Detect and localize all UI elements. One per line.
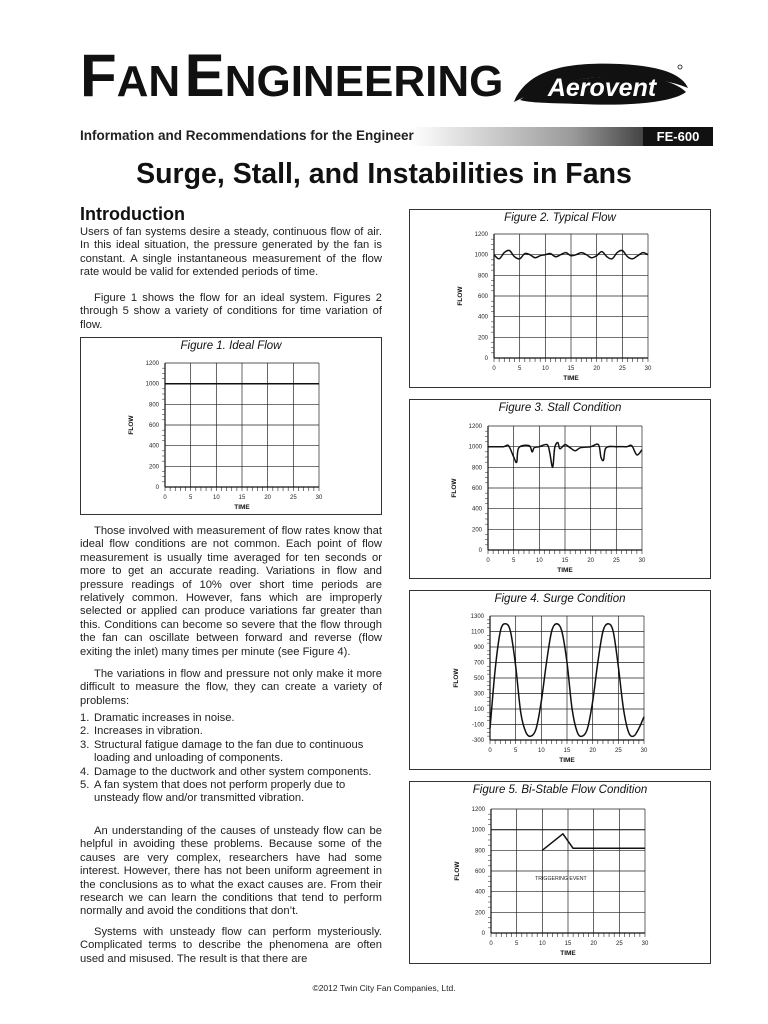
y-tick-label: 600: [477, 294, 488, 300]
x-tick-label: 10: [212, 495, 220, 501]
y-tick-label: 300: [473, 691, 484, 698]
footer-copyright: ©2012 Twin City Fan Companies, Ltd.: [312, 983, 456, 993]
x-tick-label: 15: [564, 941, 572, 947]
logo-text: Aerovent: [547, 74, 657, 102]
list-text: A fan system that does not perform properly due to unsteady flow and/or transmitted vibration.: [94, 779, 346, 805]
paragraph-6: Systems with unsteady flow can perform mysteriously. Complicated terms to describe the phenomena are often used and misused. The result is that there are: [80, 926, 382, 965]
x-tick-label: 20: [589, 748, 597, 754]
figure-2-chart: [410, 210, 710, 387]
figure-caption: Figure 4. Surge Condition: [494, 593, 626, 605]
y-tick-label: 100: [473, 707, 484, 713]
list-number: 5.: [80, 779, 90, 792]
x-tick-label: 5: [514, 941, 519, 947]
x-tick-label: 10: [537, 748, 545, 754]
figure-1-chart: [81, 338, 381, 514]
page-title: Surge, Stall, and Instabilities in Fans: [136, 158, 632, 190]
y-tick-label: 900: [473, 645, 484, 651]
masthead-title-f: F: [80, 42, 117, 109]
y-axis-label: FLOW: [451, 478, 458, 498]
y-axis-label: FLOW: [457, 286, 464, 306]
list-text: Structural fatigue damage to the fan due to continuous loading and unloading of components.: [94, 738, 364, 765]
figure-3-box: [409, 399, 711, 579]
y-tick-label: 1000: [468, 444, 482, 451]
y-tick-label: 600: [148, 423, 159, 429]
y-tick-label: 0: [484, 356, 488, 362]
figure-1-box: [80, 337, 382, 515]
x-tick-label: 5: [188, 495, 193, 501]
list-item: [80, 766, 382, 779]
y-tick-label: 200: [148, 464, 159, 471]
figure-5-chart: [410, 782, 710, 963]
x-tick-label: 10: [535, 558, 543, 564]
y-tick-label: 1200: [468, 424, 482, 430]
x-tick-label: 15: [567, 366, 575, 372]
x-axis-label: TIME: [560, 950, 576, 957]
y-tick-label: 1000: [474, 252, 488, 259]
x-tick-label: 0: [488, 748, 492, 754]
y-tick-label: 200: [474, 910, 485, 917]
chart-grid: [490, 616, 644, 740]
subtitle-text: Information and Recommendations for the Engineer: [80, 128, 414, 143]
x-tick-label: 30: [640, 748, 648, 754]
y-tick-label: 1200: [471, 807, 485, 813]
y-tick-label: 400: [148, 443, 159, 450]
y-tick-label: 200: [471, 527, 482, 534]
paragraph-3: Those involved with measurement of flow rates know that ideal flow conditions are not common. Each point of flow measurement is usually time averaged for ten seconds or more to get an accurate reading. Variations in flow and pressure readings of 10% over short time periods are relatively common. However, fans which are improperly selected or applied can produce variations far greater than this. Conditions can become so severe that the flow through the fan can oscillate between forward and reverse (flow exiting the inlet) many times per minute (see Figure 4).: [80, 525, 382, 658]
y-tick-label: 200: [477, 335, 488, 342]
y-tick-label: 600: [474, 869, 485, 875]
problems-list: [80, 712, 382, 806]
x-tick-label: 30: [315, 495, 323, 501]
y-tick-label: -300: [471, 738, 484, 744]
x-axis-label: TIME: [557, 567, 573, 574]
masthead-title: [80, 42, 504, 112]
x-tick-label: 0: [163, 495, 167, 501]
x-tick-label: 20: [264, 495, 272, 501]
figure-caption: Figure 1. Ideal Flow: [180, 340, 282, 352]
list-number: 3.: [80, 738, 90, 751]
list-number: 2.: [80, 725, 90, 738]
x-axis-label: TIME: [563, 375, 579, 382]
x-tick-label: 10: [541, 366, 549, 372]
x-tick-label: 0: [489, 941, 493, 947]
paragraph-5: An understanding of the causes of unsteady flow can be helpful in avoiding these problems. Because some of the causes are very complex, researchers have had some interest. However, there has not been uniform agreement in the conclusions as to what the exact causes are. From their research we can learn the conditions that tend to perform normally and avoid the conditions that don’t.: [80, 825, 382, 918]
list-item: [80, 725, 382, 738]
list-item: [80, 739, 382, 766]
x-tick-label: 25: [618, 366, 626, 372]
figure-3-chart: [410, 400, 710, 578]
x-tick-label: 5: [513, 748, 518, 754]
paragraph-1: Users of fan systems desire a steady, continuous flow of air. In this ideal situation, the pressure generated by the fan is constant. A single instantaneous measurement of the flow rate would be valid for extended periods of time.: [80, 226, 382, 279]
masthead-title-e: E: [184, 42, 225, 109]
y-tick-label: -100: [471, 722, 484, 729]
y-tick-label: 1300: [470, 614, 484, 620]
y-axis-label: FLOW: [453, 668, 460, 688]
y-tick-label: 400: [471, 506, 482, 513]
y-tick-label: 400: [474, 889, 485, 896]
x-tick-label: 15: [561, 558, 569, 564]
y-tick-label: 800: [148, 402, 159, 409]
y-tick-label: 0: [155, 485, 159, 491]
y-tick-label: 800: [477, 273, 488, 280]
y-tick-label: 600: [471, 486, 482, 492]
x-tick-label: 5: [511, 558, 516, 564]
figure-5-box: [409, 781, 711, 964]
x-tick-label: 20: [587, 558, 595, 564]
aerovent-logo: [510, 58, 690, 108]
x-tick-label: 15: [563, 748, 571, 754]
y-tick-label: 0: [481, 931, 485, 937]
list-text: Increases in vibration.: [94, 725, 203, 738]
figure-caption: Figure 5. Bi-Stable Flow Condition: [472, 784, 648, 796]
masthead-title-an: AN: [116, 57, 181, 106]
x-tick-label: 10: [538, 941, 546, 947]
list-item: [80, 779, 382, 806]
list-text: Damage to the ductwork and other system components.: [94, 765, 372, 778]
x-axis-label: TIME: [234, 504, 250, 511]
y-tick-label: 700: [473, 660, 484, 667]
y-tick-label: 0: [478, 548, 482, 554]
paragraph-2: Figure 1 shows the flow for an ideal system. Figures 2 through 5 show a variety of conditions for time variation of flow.: [80, 292, 382, 331]
x-tick-label: 15: [238, 495, 246, 501]
x-tick-label: 20: [593, 366, 601, 372]
x-tick-label: 5: [517, 366, 522, 372]
x-tick-label: 30: [638, 558, 646, 564]
y-tick-label: 1000: [145, 381, 159, 388]
list-number: 1.: [80, 712, 90, 724]
y-tick-label: 800: [474, 848, 485, 855]
x-tick-label: 20: [590, 941, 598, 947]
y-axis-label: FLOW: [454, 861, 461, 881]
y-tick-label: 1000: [471, 827, 485, 834]
x-tick-label: 30: [644, 366, 652, 372]
figure-caption: Figure 2. Typical Flow: [504, 212, 616, 224]
list-text: Dramatic increases in noise.: [94, 712, 235, 724]
y-tick-label: 1200: [474, 232, 488, 238]
x-tick-label: 0: [486, 558, 490, 564]
figure-4-chart: [410, 591, 710, 769]
y-tick-label: 500: [473, 676, 484, 682]
x-tick-label: 25: [614, 748, 622, 754]
document-code: FE-600: [643, 127, 713, 146]
figure-caption: Figure 3. Stall Condition: [498, 402, 622, 414]
x-tick-label: 25: [615, 941, 623, 947]
x-axis-label: TIME: [559, 757, 575, 764]
subtitle-bar: [80, 127, 713, 146]
list-item: [80, 712, 382, 725]
x-tick-label: 0: [492, 366, 496, 372]
section-heading: Introduction: [80, 204, 185, 224]
y-tick-label: 1200: [145, 361, 159, 367]
chart-grid: [491, 809, 645, 933]
y-tick-label: 1100: [471, 629, 484, 636]
y-tick-label: 800: [471, 465, 482, 472]
x-tick-label: 25: [612, 558, 620, 564]
subtitle-gradient: [410, 127, 643, 146]
figure-4-box: [409, 590, 711, 770]
chart-grid: [165, 363, 319, 487]
y-axis-label: FLOW: [128, 415, 135, 435]
x-tick-label: 30: [641, 941, 649, 947]
x-tick-label: 25: [289, 495, 297, 501]
y-tick-label: 400: [477, 314, 488, 321]
paragraph-4: The variations in flow and pressure not only make it more difficult to measure the flow, they can create a variety of problems:: [80, 668, 382, 707]
annotation-label: TRIGGERING EVENT: [535, 875, 587, 882]
masthead-title-ngineering: NGINEERING: [224, 57, 504, 106]
figure-2-box: [409, 209, 711, 388]
list-number: 4.: [80, 765, 90, 778]
